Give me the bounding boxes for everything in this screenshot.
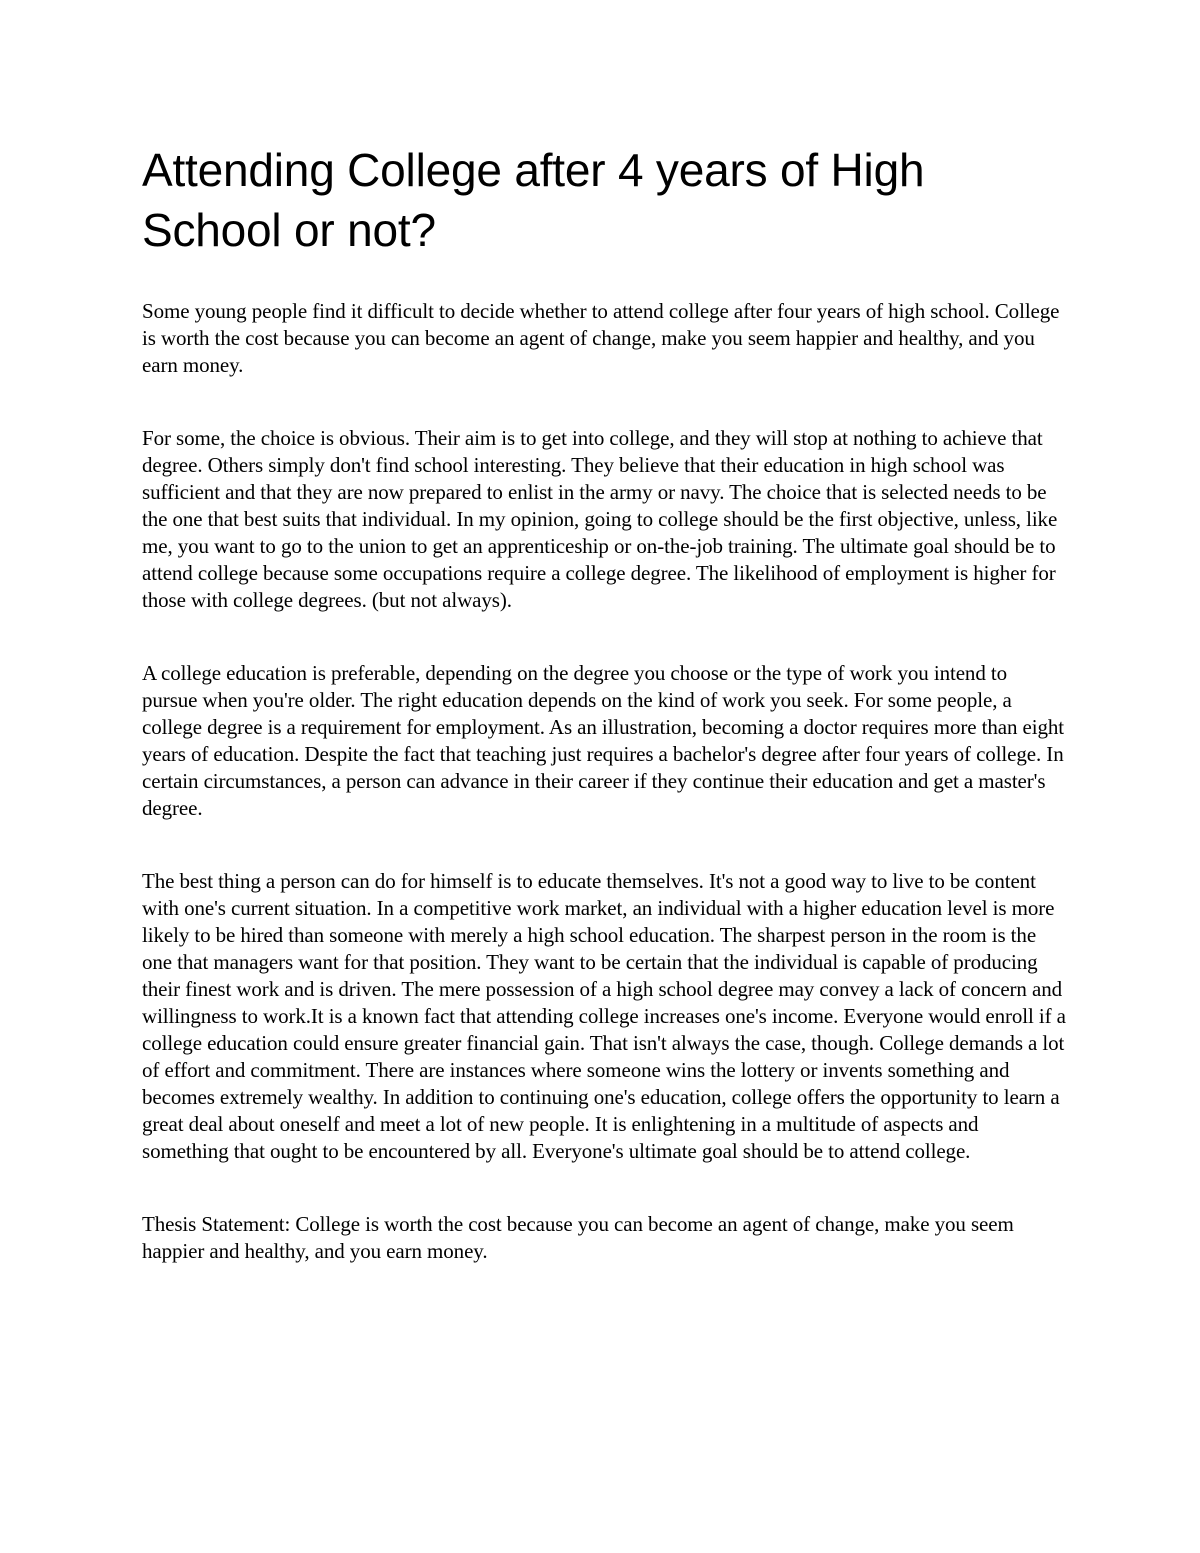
body-paragraph-benefits: The best thing a person can do for himself is to educate themselves. It's not a good way to live to be content with one's current situation. In a competitive work market, an individual with a higher education level is more likely to be hired than someone with merely a high school education. The sharpest person in the room is the one that managers want for that position. They want to be certain that the individual is capable of producing their finest work and is driven. The mere possession of a high school degree may convey a lack of concern and willingness to work.It is a known fact that attending college increases one's income. Everyone would enroll if a college education could ensure greater financial gain. That isn't always the case, though. College demands a lot of effort and commitment. There are instances where someone wins the lottery or invents something and becomes extremely wealthy. In addition to continuing one's education, college offers the opportunity to learn a great deal about oneself and meet a lot of new people. It is enlightening in a multitude of aspects and something that ought to be encountered by all. Everyone's ultimate goal should be to attend college. — [142, 869, 1066, 1163]
body-paragraph-education: A college education is preferable, depending on the degree you choose or the type of work you intend to pursue when you're older. The right education depends on the kind of work you seek. For some people, a college degree is a requirement for employment. As an illustration, becoming a doctor requires more than eight years of education. Despite the fact that teaching just requires a bachelor's degree after four years of college. In certain circumstances, a person can advance in their career if they continue their education and get a master's degree. — [142, 661, 1065, 820]
body-paragraph-choice: For some, the choice is obvious. Their aim is to get into college, and they will stop at nothing to achieve that degree. Others simply don't find school interesting. They believe that their education in high school was sufficient and that they are now prepared to enlist in the army or navy. The choice that is selected needs to be the one that best suits that individual. In my opinion, going to college should be the first objective, unless, like me, you want to go to the union to get an apprenticeship or on-the-job training. The ultimate goal should be to attend college because some occupations require a college degree. The likelihood of employment is higher for those with college degrees. (but not always). — [142, 426, 1058, 612]
intro-paragraph: Some young people find it difficult to decide whether to attend college after four years of high school. College is worth the cost because you can become an agent of change, make you seem happier and healthy, and you earn money. — [142, 299, 1060, 377]
document-title: Attending College after 4 years of High School or not? — [142, 144, 925, 256]
thesis-statement: Thesis Statement: College is worth the cost because you can become an agent of change, make you seem happier and healthy, and you earn money. — [142, 1212, 1014, 1263]
document-body — [142, 140, 1067, 1311]
